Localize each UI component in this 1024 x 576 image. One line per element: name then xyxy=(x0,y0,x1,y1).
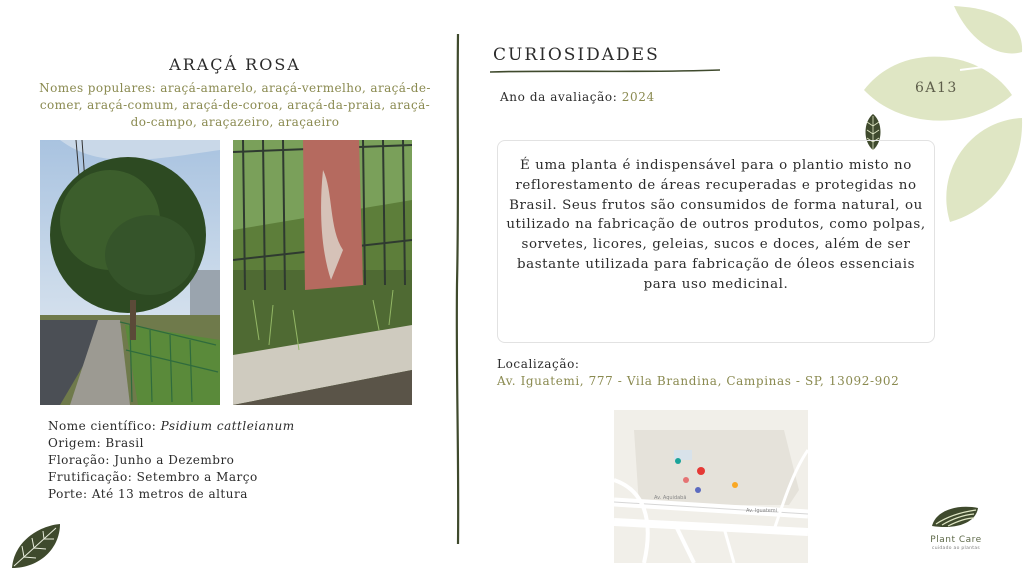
size: Porte: Até 13 metros de altura xyxy=(48,487,248,501)
plant-care-logo-icon xyxy=(918,500,994,560)
plant-title: ARAÇÁ ROSA xyxy=(169,55,301,74)
brand-tagline: cuidado ao plantas xyxy=(931,546,981,551)
corner-leaf-icon xyxy=(10,522,62,570)
popular-names: Nomes populares: araçá-amarelo, araçá-vermelho, araçá-de-comer, araçá-comum, araçá-de-coroa, araçá-da-praia, araçá-do-campo, araçazeiro, araçaeiro xyxy=(39,81,431,129)
tree-photo xyxy=(40,140,220,405)
evaluation-year xyxy=(500,90,655,104)
location-address: Av. Iguatemi, 777 - Vila Brandina, Campinas - SP, 13092-902 xyxy=(497,374,900,388)
scientific-name-label: Nome científico: xyxy=(48,419,161,433)
origin: Origem: Brasil xyxy=(48,436,144,450)
year-value: 2024 xyxy=(621,90,655,104)
map-road-label-2: Av. Aquidabã xyxy=(654,495,687,501)
flowering: Floração: Junho a Dezembro xyxy=(48,453,235,467)
description-text: É uma planta é indispensável para o plantio misto no reflorestamento de áreas recuperadas e protegidas no Brasil. Seus frutos são consumidos de forma natural, ou utilizado na fabricação de outros produtos, como polpas, sorvetes, licores, geleias, sucos e doces, além de ser bastante utilizada para fabricação de óleos essenciais para uso medicinal. xyxy=(506,158,926,292)
column-divider xyxy=(452,34,464,544)
year-label: Ano da avaliação: xyxy=(500,90,622,104)
location-map[interactable] xyxy=(614,410,808,563)
brand-name: Plant Care xyxy=(930,535,982,545)
scientific-name-value: Psidium cattleianum xyxy=(160,419,295,433)
fruiting: Frutificação: Setembro a Março xyxy=(48,470,258,484)
plant-facts xyxy=(48,418,295,503)
curiosities-heading: CURIOSIDADES xyxy=(493,45,660,65)
scientific-name-line xyxy=(48,418,295,435)
trunk-photo xyxy=(233,140,412,405)
map-road-label-1: Av. Iguatemi xyxy=(746,508,778,514)
location-label: Localização: xyxy=(497,357,580,371)
plant-code: 6A13 xyxy=(915,80,958,96)
heading-underline xyxy=(490,67,720,75)
